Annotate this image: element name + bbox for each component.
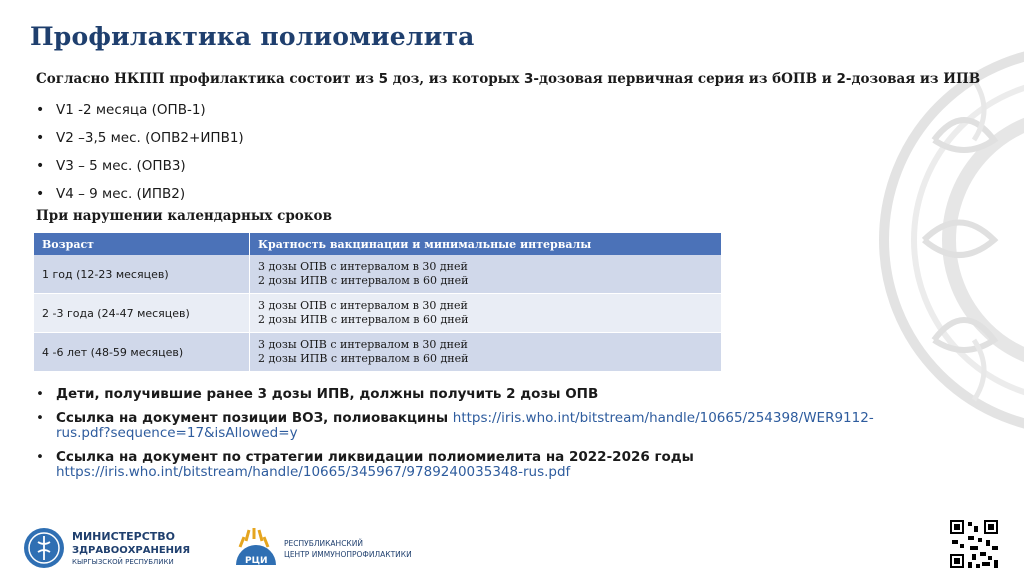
violation-heading: При нарушении календарных сроков [36,208,332,224]
cell-age: 4 -6 лет (48-59 месяцев) [34,333,250,372]
center-emblem-text: РЦИ [245,556,268,566]
visit-item: • V4 – 9 мес. (ИПВ2) [36,180,244,208]
header-schedule: Кратность вакцинации и минимальные интервалы [250,233,722,255]
cell-schedule: 3 дозы ОПВ с интервалом в 30 дней 2 дозы ИПВ с интервалом в 60 дней [250,255,722,294]
ministry-name-line3: КЫРГЫЗСКОЙ РЕСПУБЛИКИ [72,558,174,566]
note-strategy: • Ссылка на документ по стратегии ликвидации полиомиелита на 2022-2026 годы https://iris.who.int/bitstream/handle/10665/345967/9789240035348-rus.pdf [36,450,916,480]
cell-age: 2 -3 года (24-47 месяцев) [34,294,250,333]
table-row [34,294,722,333]
table-row [34,255,722,294]
cell-age: 1 год (12-23 месяцев) [34,255,250,294]
center-name-line1: РЕСПУБЛИКАНСКИЙ [284,539,363,548]
visit-item: • V3 – 5 мес. (ОПВ3) [36,152,244,180]
note-who-position: • Ссылка на документ позиции ВОЗ, полиовакцины https://iris.who.int/bitstream/handle/10665/254398/WER9112-rus.pdf?sequence=17&isAllowed=y [36,411,916,441]
notes-list [36,387,916,489]
strategy-link[interactable]: https://iris.who.int/bitstream/handle/10665/345967/9789240035348-rus.pdf [56,464,571,480]
visit-item: • V2 –3,5 мес. (ОПВ2+ИПВ1) [36,124,244,152]
cell-schedule: 3 дозы ОПВ с интервалом в 30 дней 2 дозы ИПВ с интервалом в 60 дней [250,294,722,333]
ministry-logo [22,526,222,570]
table-header-row [34,233,722,255]
who-position-link[interactable]: https://iris.who.int/bitstream/handle/10665/254398/WER9112-rus.pdf?sequence=17&isAllowed=y [56,410,874,441]
page-title: Профилактика полиомиелита [30,22,475,51]
schedule-table [34,233,722,372]
immunization-center-logo [232,527,452,571]
note-ipv: • Дети, получившие ранее 3 дозы ИПВ, должны получить 2 дозы ОПВ [36,387,916,402]
visit-list [36,96,244,208]
header-age: Возраст [34,233,250,255]
cell-schedule: 3 дозы ОПВ с интервалом в 30 дней 2 дозы ИПВ с интервалом в 60 дней [250,333,722,372]
table-row [34,333,722,372]
ministry-name-line1: МИНИСТЕРСТВО [72,530,176,543]
ministry-name-line2: ЗДРАВООХРАНЕНИЯ [72,545,191,556]
visit-item: • V1 -2 месяца (ОПВ-1) [36,96,244,124]
qr-code [948,518,1000,570]
center-name-line2: ЦЕНТР ИММУНОПРОФИЛАКТИКИ [284,550,412,559]
intro-text: Согласно НКПП профилактика состоит из 5 доз, из которых 3-дозовая первичная серия из бОПВ и 2-дозовая из ИПВ [36,71,981,87]
